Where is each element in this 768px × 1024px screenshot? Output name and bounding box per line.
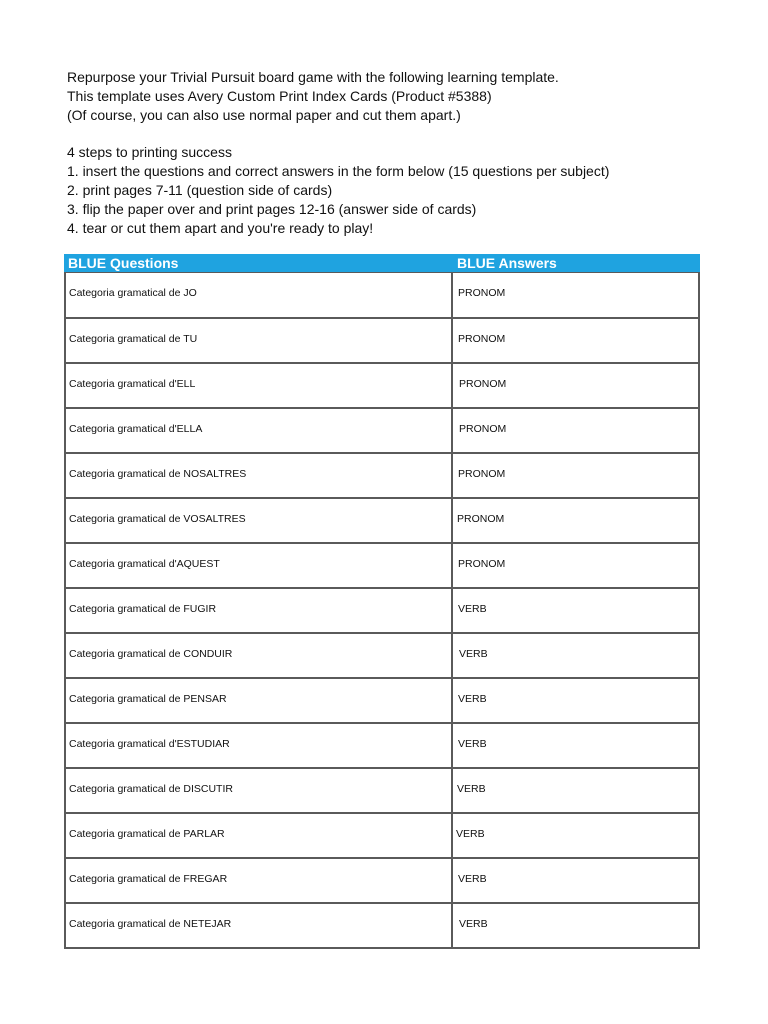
question-cell: Categoria gramatical de PARLAR <box>66 814 453 857</box>
table-row <box>66 722 698 767</box>
answer-cell: VERB <box>456 828 485 840</box>
table-row <box>66 497 698 542</box>
question-cell: Categoria gramatical de PENSAR <box>66 679 453 722</box>
table-header <box>64 254 700 272</box>
question-cell: Categoria gramatical de VOSALTRES <box>66 499 453 542</box>
intro-text <box>67 68 747 238</box>
table-row <box>66 587 698 632</box>
table-row <box>66 812 698 857</box>
question-cell: Categoria gramatical de NOSALTRES <box>66 454 453 497</box>
question-cell: Categoria gramatical de JO <box>66 273 453 317</box>
question-cell: Categoria gramatical d'ESTUDIAR <box>66 724 453 767</box>
answer-cell: PRONOM <box>458 558 506 570</box>
answer-cell: PRONOM <box>458 287 506 299</box>
table-row <box>66 362 698 407</box>
table-row <box>66 767 698 812</box>
answer-cell: VERB <box>458 738 487 750</box>
answer-cell: PRONOM <box>459 378 507 390</box>
questions-header: BLUE Questions <box>68 255 179 271</box>
question-cell: Categoria gramatical d'ELL <box>66 364 453 407</box>
table-row <box>66 857 698 902</box>
step-item: 2. print pages 7-11 (question side of cards) <box>67 182 333 198</box>
answer-cell: VERB <box>459 648 488 660</box>
step-item: 4. tear or cut them apart and you're ready to play! <box>67 220 374 236</box>
spacer <box>67 125 747 143</box>
qa-table <box>64 272 700 949</box>
question-cell: Categoria gramatical de NETEJAR <box>66 904 453 947</box>
question-cell: Categoria gramatical de CONDUIR <box>66 634 453 677</box>
intro-line: This template uses Avery Custom Print Index Cards (Product #5388) <box>67 88 492 104</box>
question-cell: Categoria gramatical d'AQUEST <box>66 544 453 587</box>
question-sheet <box>64 254 700 949</box>
table-row <box>66 272 698 317</box>
intro-line: Repurpose your Trivial Pursuit board game with the following learning template. <box>67 69 559 85</box>
question-cell: Categoria gramatical de FUGIR <box>66 589 453 632</box>
table-row <box>66 632 698 677</box>
answer-cell: VERB <box>458 873 487 885</box>
answer-cell: VERB <box>459 918 488 930</box>
answer-cell: PRONOM <box>458 468 506 480</box>
table-row <box>66 452 698 497</box>
table-row <box>66 407 698 452</box>
answer-cell: VERB <box>458 603 487 615</box>
step-item: 3. flip the paper over and print pages 12-16 (answer side of cards) <box>67 201 477 217</box>
table-row <box>66 902 698 947</box>
table-row <box>66 542 698 587</box>
answer-cell: PRONOM <box>459 423 507 435</box>
answer-cell: VERB <box>457 783 486 795</box>
question-cell: Categoria gramatical de FREGAR <box>66 859 453 902</box>
question-cell: Categoria gramatical de TU <box>66 319 453 362</box>
answer-cell: VERB <box>458 693 487 705</box>
answer-cell: PRONOM <box>457 513 505 525</box>
answers-header: BLUE Answers <box>457 255 557 271</box>
question-cell: Categoria gramatical d'ELLA <box>66 409 453 452</box>
intro-line: (Of course, you can also use normal paper and cut them apart.) <box>67 107 461 123</box>
steps-title: 4 steps to printing success <box>67 144 232 160</box>
table-row <box>66 677 698 722</box>
answer-cell: PRONOM <box>458 333 506 345</box>
table-row <box>66 317 698 362</box>
step-item: 1. insert the questions and correct answers in the form below (15 questions per subject) <box>67 163 610 179</box>
question-cell: Categoria gramatical de DISCUTIR <box>66 769 453 812</box>
